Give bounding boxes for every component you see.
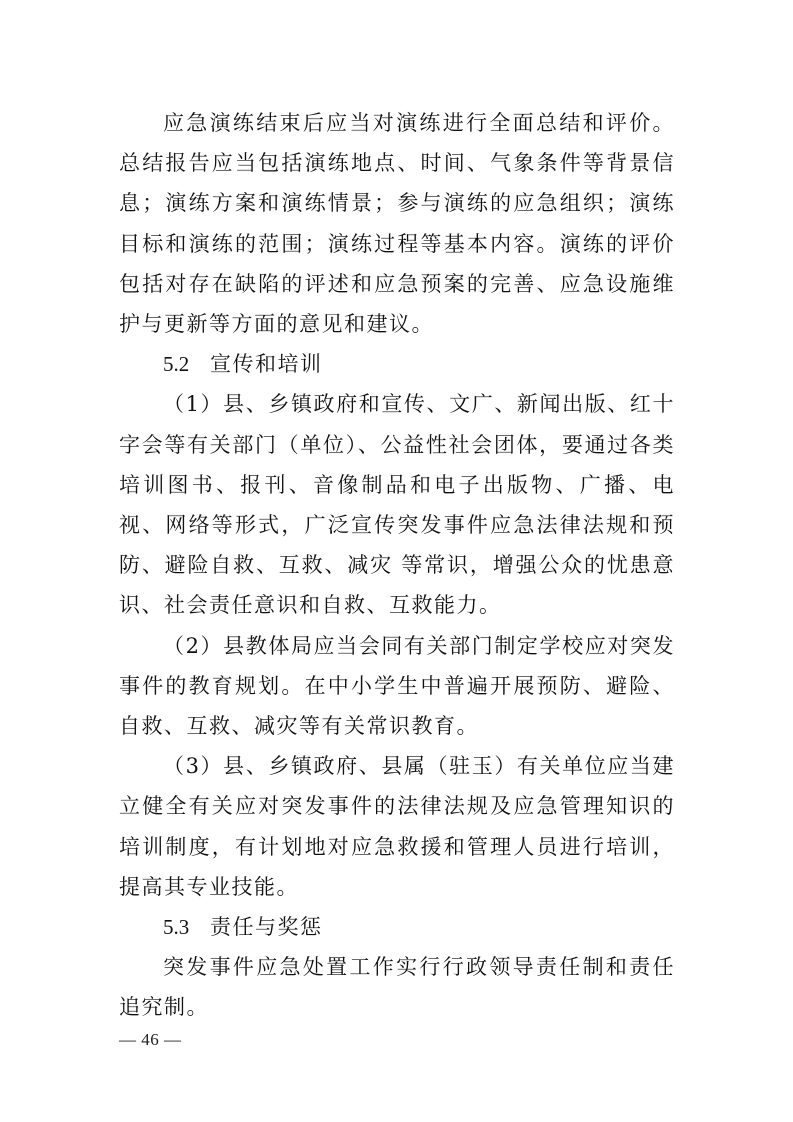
- section-heading-5-2: [119, 344, 675, 384]
- section-heading-5-3: [119, 907, 675, 947]
- section-title: 宣传和培训: [210, 352, 323, 377]
- section-title: 责任与奖惩: [210, 915, 323, 940]
- paragraph-publicity-3: （3）县、乡镇政府、县属（驻玉）有关单位应当建立健全有关应对突发事件的法律法规及应急管理知识的培训制度，有计划地对应急救援和管理人员进行培训，提高其专业技能。: [119, 754, 675, 899]
- paragraph-publicity-1: （1）县、乡镇政府和宣传、文广、新闻出版、红十字会等有关部门（单位）、公益性社会团体，要通过各类培训图书、报刊、音像制品和电子出版物、广播、电视、网络等形式，广泛宣传突发事件应急法律法规和预防、避险自救、互救、减灾 等常识，增强公众的忧患意识、社会责任意识和自救、互救能力。: [119, 392, 675, 618]
- paragraph-responsibility: 突发事件应急处置工作实行行政领导责任制和责任追究制。: [119, 955, 675, 1020]
- section-number: 5.2: [163, 352, 190, 377]
- body-text: [119, 103, 675, 1028]
- section-number: 5.3: [163, 915, 190, 940]
- page-number: — 46 —: [119, 1030, 182, 1049]
- paragraph-drill-summary: 应急演练结束后应当对演练进行全面总结和评价。总结报告应当包括演练地点、时间、气象条件等背景信息；演练方案和演练情景；参与演练的应急组织；演练目标和演练的范围；演练过程等基本内容。演练的评价包括对存在缺陷的评述和应急预案的完善、应急设施维护与更新等方面的意见和建议。: [119, 111, 675, 337]
- paragraph-publicity-2: （2）县教体局应当会同有关部门制定学校应对突发事件的教育规划。在中小学生中普遍开展预防、避险、自救、互救、减灾等有关常识教育。: [119, 633, 675, 739]
